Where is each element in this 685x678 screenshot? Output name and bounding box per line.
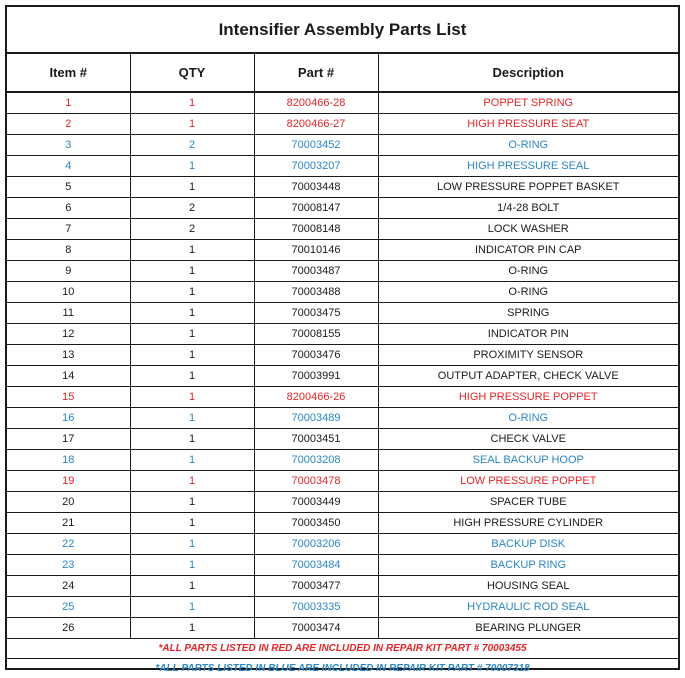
item-cell: 2 bbox=[7, 114, 130, 135]
table-row bbox=[7, 597, 678, 618]
qty-cell: 1 bbox=[130, 345, 254, 366]
part-number-cell: 8200466-26 bbox=[254, 387, 378, 408]
description-cell: PROXIMITY SENSOR bbox=[378, 345, 678, 366]
part-number-cell: 70008155 bbox=[254, 324, 378, 345]
qty-cell: 1 bbox=[130, 555, 254, 576]
table-row bbox=[7, 345, 678, 366]
header-item: Item # bbox=[7, 54, 130, 92]
qty-cell: 1 bbox=[130, 156, 254, 177]
blue-kit-note: *ALL PARTS LISTED IN BLUE ARE INCLUDED IN REPAIR KIT PART # 70007318 bbox=[155, 663, 530, 674]
item-cell: 5 bbox=[7, 177, 130, 198]
table-row bbox=[7, 576, 678, 597]
part-number-cell: 8200466-28 bbox=[254, 92, 378, 114]
description-cell: BEARING PLUNGER bbox=[378, 618, 678, 639]
part-number-cell: 70008147 bbox=[254, 198, 378, 219]
table-row bbox=[7, 408, 678, 429]
qty-cell: 1 bbox=[130, 576, 254, 597]
part-number-cell: 70003452 bbox=[254, 135, 378, 156]
qty-cell: 1 bbox=[130, 387, 254, 408]
item-cell: 9 bbox=[7, 261, 130, 282]
header-part: Part # bbox=[254, 54, 378, 92]
qty-cell: 1 bbox=[130, 92, 254, 114]
part-number-cell: 70003478 bbox=[254, 471, 378, 492]
description-cell: INDICATOR PIN bbox=[378, 324, 678, 345]
item-cell: 3 bbox=[7, 135, 130, 156]
table-row bbox=[7, 513, 678, 534]
table-row bbox=[7, 92, 678, 114]
table-row bbox=[7, 198, 678, 219]
description-cell: POPPET SPRING bbox=[378, 92, 678, 114]
qty-cell: 1 bbox=[130, 282, 254, 303]
part-number-cell: 70003335 bbox=[254, 597, 378, 618]
header-qty: QTY bbox=[130, 54, 254, 92]
parts-table bbox=[7, 54, 678, 639]
qty-cell: 1 bbox=[130, 597, 254, 618]
table-row bbox=[7, 450, 678, 471]
item-cell: 22 bbox=[7, 534, 130, 555]
table-row bbox=[7, 429, 678, 450]
qty-cell: 1 bbox=[130, 492, 254, 513]
table-row bbox=[7, 240, 678, 261]
description-cell: 1/4-28 BOLT bbox=[378, 198, 678, 219]
qty-cell: 1 bbox=[130, 471, 254, 492]
description-cell: INDICATOR PIN CAP bbox=[378, 240, 678, 261]
qty-cell: 1 bbox=[130, 429, 254, 450]
item-cell: 21 bbox=[7, 513, 130, 534]
qty-cell: 1 bbox=[130, 261, 254, 282]
part-number-cell: 70003489 bbox=[254, 408, 378, 429]
parts-rows bbox=[7, 92, 678, 639]
qty-cell: 2 bbox=[130, 219, 254, 240]
qty-cell: 1 bbox=[130, 366, 254, 387]
description-cell: SEAL BACKUP HOOP bbox=[378, 450, 678, 471]
description-cell: O-RING bbox=[378, 282, 678, 303]
header-row bbox=[7, 54, 678, 92]
item-cell: 8 bbox=[7, 240, 130, 261]
description-cell: SPACER TUBE bbox=[378, 492, 678, 513]
description-cell: HIGH PRESSURE SEAT bbox=[378, 114, 678, 135]
item-cell: 15 bbox=[7, 387, 130, 408]
item-cell: 19 bbox=[7, 471, 130, 492]
table-row bbox=[7, 492, 678, 513]
description-cell: HYDRAULIC ROD SEAL bbox=[378, 597, 678, 618]
item-cell: 11 bbox=[7, 303, 130, 324]
part-number-cell: 8200466-27 bbox=[254, 114, 378, 135]
description-cell: HIGH PRESSURE SEAL bbox=[378, 156, 678, 177]
table-row bbox=[7, 387, 678, 408]
qty-cell: 1 bbox=[130, 618, 254, 639]
part-number-cell: 70003475 bbox=[254, 303, 378, 324]
description-cell: HOUSING SEAL bbox=[378, 576, 678, 597]
part-number-cell: 70003451 bbox=[254, 429, 378, 450]
qty-cell: 1 bbox=[130, 534, 254, 555]
table-row bbox=[7, 534, 678, 555]
part-number-cell: 70003991 bbox=[254, 366, 378, 387]
red-kit-note: *ALL PARTS LISTED IN RED ARE INCLUDED IN REPAIR KIT PART # 70003455 bbox=[7, 639, 678, 659]
item-cell: 17 bbox=[7, 429, 130, 450]
item-cell: 1 bbox=[7, 92, 130, 114]
part-number-cell: 70003207 bbox=[254, 156, 378, 177]
item-cell: 10 bbox=[7, 282, 130, 303]
part-number-cell: 70003487 bbox=[254, 261, 378, 282]
qty-cell: 2 bbox=[130, 198, 254, 219]
item-cell: 16 bbox=[7, 408, 130, 429]
part-number-cell: 70003474 bbox=[254, 618, 378, 639]
item-cell: 23 bbox=[7, 555, 130, 576]
part-number-cell: 70003488 bbox=[254, 282, 378, 303]
parts-list-frame bbox=[5, 5, 680, 674]
qty-cell: 1 bbox=[130, 513, 254, 534]
item-cell: 25 bbox=[7, 597, 130, 618]
item-cell: 7 bbox=[7, 219, 130, 240]
part-number-cell: 70003477 bbox=[254, 576, 378, 597]
table-row bbox=[7, 156, 678, 177]
item-cell: 26 bbox=[7, 618, 130, 639]
qty-cell: 1 bbox=[130, 450, 254, 471]
qty-cell: 2 bbox=[130, 135, 254, 156]
item-cell: 6 bbox=[7, 198, 130, 219]
table-row bbox=[7, 324, 678, 345]
table-row bbox=[7, 303, 678, 324]
qty-cell: 1 bbox=[130, 240, 254, 261]
table-row bbox=[7, 555, 678, 576]
item-cell: 20 bbox=[7, 492, 130, 513]
qty-cell: 1 bbox=[130, 114, 254, 135]
description-cell: HIGH PRESSURE POPPET bbox=[378, 387, 678, 408]
description-cell: OUTPUT ADAPTER, CHECK VALVE bbox=[378, 366, 678, 387]
description-cell: SPRING bbox=[378, 303, 678, 324]
part-number-cell: 70003484 bbox=[254, 555, 378, 576]
description-cell: CHECK VALVE bbox=[378, 429, 678, 450]
item-cell: 12 bbox=[7, 324, 130, 345]
description-cell: LOW PRESSURE POPPET BASKET bbox=[378, 177, 678, 198]
table-row bbox=[7, 471, 678, 492]
table-row bbox=[7, 366, 678, 387]
part-number-cell: 70003448 bbox=[254, 177, 378, 198]
description-cell: BACKUP RING bbox=[378, 555, 678, 576]
qty-cell: 1 bbox=[130, 177, 254, 198]
table-row bbox=[7, 618, 678, 639]
description-cell: O-RING bbox=[378, 135, 678, 156]
table-row bbox=[7, 261, 678, 282]
item-cell: 14 bbox=[7, 366, 130, 387]
table-title: Intensifier Assembly Parts List bbox=[7, 7, 678, 54]
item-cell: 4 bbox=[7, 156, 130, 177]
description-cell: O-RING bbox=[378, 408, 678, 429]
part-number-cell: 70008148 bbox=[254, 219, 378, 240]
item-cell: 13 bbox=[7, 345, 130, 366]
qty-cell: 1 bbox=[130, 408, 254, 429]
header-description: Description bbox=[378, 54, 678, 92]
table-row bbox=[7, 177, 678, 198]
table-row bbox=[7, 282, 678, 303]
part-number-cell: 70003450 bbox=[254, 513, 378, 534]
description-cell: LOCK WASHER bbox=[378, 219, 678, 240]
part-number-cell: 70003208 bbox=[254, 450, 378, 471]
part-number-cell: 70003476 bbox=[254, 345, 378, 366]
description-cell: LOW PRESSURE POPPET bbox=[378, 471, 678, 492]
table-row bbox=[7, 135, 678, 156]
part-number-cell: 70003449 bbox=[254, 492, 378, 513]
item-cell: 18 bbox=[7, 450, 130, 471]
description-cell: HIGH PRESSURE CYLINDER bbox=[378, 513, 678, 534]
description-cell: BACKUP DISK bbox=[378, 534, 678, 555]
part-number-cell: 70010146 bbox=[254, 240, 378, 261]
description-cell: O-RING bbox=[378, 261, 678, 282]
qty-cell: 1 bbox=[130, 324, 254, 345]
table-row bbox=[7, 219, 678, 240]
table-row bbox=[7, 114, 678, 135]
item-cell: 24 bbox=[7, 576, 130, 597]
qty-cell: 1 bbox=[130, 303, 254, 324]
part-number-cell: 70003206 bbox=[254, 534, 378, 555]
